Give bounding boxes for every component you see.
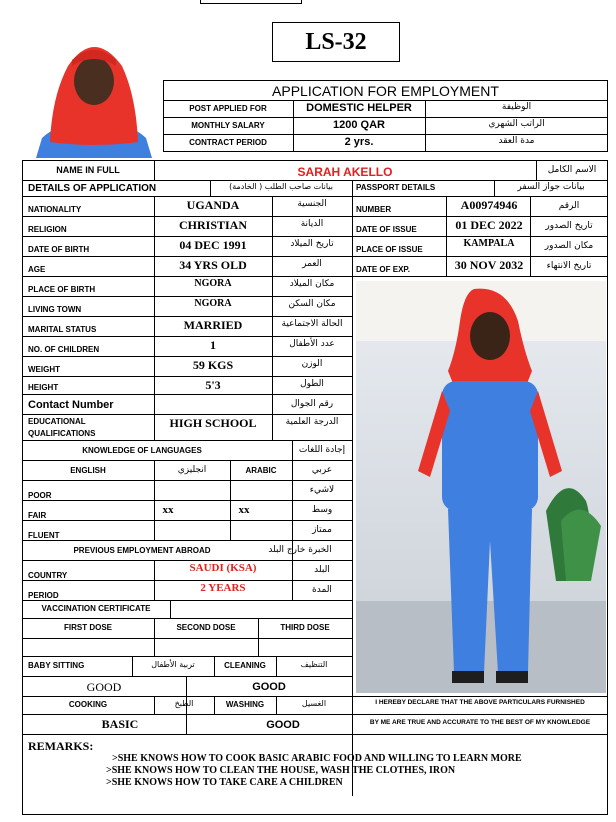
age-value: 34 YRS OLD	[179, 258, 247, 272]
passport-number: A00974946	[460, 198, 518, 212]
contract-arabic: مدة العقد	[498, 136, 535, 146]
full-body-photo	[356, 281, 606, 693]
nationality-arabic: الجنسية	[297, 199, 327, 209]
place-of-birth-arabic: مكان الميلاد	[289, 279, 335, 289]
experience-label: PREVIOUS EMPLOYMENT ABROAD	[73, 546, 211, 555]
poor-label: POOR	[28, 491, 52, 500]
issue-date-label: DATE OF ISSUE	[356, 225, 417, 234]
date-of-birth-value: 04 DEC 1991	[179, 238, 247, 252]
education-arabic: الدرجة العلمية	[285, 417, 339, 427]
reference-code: LS-32	[305, 29, 367, 55]
third-dose-label: THIRD DOSE	[280, 623, 330, 632]
post-arabic: الوظيفة	[501, 102, 532, 112]
cooking-label: COOKING	[68, 700, 108, 709]
form-title: APPLICATION FOR EMPLOYMENT	[272, 83, 499, 99]
washing-label: WASHING	[225, 700, 265, 709]
issue-place: KAMPALA	[463, 238, 515, 249]
passport-number-label: NUMBER	[356, 205, 392, 214]
arabic-label: ARABIC	[245, 466, 277, 475]
passport-arabic: بيانات جواز السفر	[517, 182, 585, 192]
arabic-arabic: عربي	[311, 465, 333, 475]
nationality-label: NATIONALITY	[28, 205, 82, 214]
baby-sitting-label: BABY SITTING	[28, 661, 85, 670]
remark-line-1: >SHE KNOWS HOW TO COOK BASIC ARABIC FOOD AND WILLING TO LEARN MORE	[112, 753, 522, 764]
name-label: NAME IN FULL	[56, 165, 120, 175]
cleaning-label: CLEANING	[224, 661, 266, 670]
applicant-name: SARAH AKELLO	[297, 165, 393, 179]
issue-date-arabic: تاريخ الصدور	[545, 221, 593, 231]
experience-arabic: الخبرة خارج البلد	[268, 545, 332, 555]
name-arabic: الاسم الكامل	[547, 165, 597, 175]
second-dose-label: SECOND DOSE	[176, 623, 236, 632]
contact-number-arabic: رقم الجوال	[290, 399, 334, 409]
contact-number-label: Contact Number	[28, 399, 114, 411]
place-of-birth-label: PLACE OF BIRTH	[28, 285, 96, 294]
cooking-arabic: الطبخ	[174, 699, 194, 708]
cleaning-value: GOOD	[252, 681, 286, 693]
nationality-value: UGANDA	[186, 198, 240, 212]
full-body-illustration	[356, 281, 606, 693]
english-label: ENGLISH	[70, 466, 106, 475]
salary-label: MONTHLY SALARY	[191, 121, 265, 130]
remark-line-2: >SHE KNOWS HOW TO CLEAN THE HOUSE, WASH THE CLOTHES, IRON	[106, 765, 456, 776]
details-arabic: بيانات صاحب الطلب ( الخادمة)	[229, 182, 333, 191]
languages-label: KNOWLEDGE OF LANGUAGES	[82, 446, 202, 455]
remark-line-3: >SHE KNOWS HOW TO TAKE CARE A CHILDREN	[106, 777, 343, 788]
country-arabic: البلد	[314, 565, 330, 575]
place-of-birth-value: NGORA	[194, 278, 232, 289]
children-value: 1	[210, 338, 216, 352]
remarks-label-text: REMARKS:	[28, 739, 94, 753]
fluent-arabic: ممتاز	[312, 525, 332, 535]
height-value: 5'3	[205, 378, 221, 392]
expiry-arabic: تاريخ الانتهاء	[546, 261, 592, 271]
cleaning-arabic: التنظيف	[300, 660, 328, 669]
living-town-arabic: مكان السكن	[288, 299, 336, 309]
fair-english: xx	[162, 504, 174, 516]
weight-arabic: الوزن	[301, 359, 323, 369]
contract-value: 2 yrs.	[344, 136, 374, 148]
declaration-line-2: BY ME ARE TRUE AND ACCURATE TO THE BEST OF MY KNOWLEDGE	[369, 719, 591, 726]
first-dose-label: FIRST DOSE	[63, 623, 112, 632]
post-value: DOMESTIC HELPER	[306, 102, 412, 114]
passport-number-arabic: الرقم	[558, 201, 580, 211]
age-label: AGE	[28, 265, 46, 274]
poor-arabic: لاشيء	[309, 485, 335, 495]
country-label: COUNTRY	[28, 571, 68, 580]
marital-status-arabic: الحالة الاجتماعية	[281, 319, 343, 329]
passport-label: PASSPORT DETAILS	[356, 183, 436, 192]
period-arabic: المدة	[312, 585, 332, 595]
religion-value: CHRISTIAN	[178, 218, 247, 232]
weight-value: 59 KGS	[192, 358, 234, 372]
religion-arabic: الديانة	[300, 219, 324, 229]
fluent-label: FLUENT	[28, 531, 60, 540]
education-value: HIGH SCHOOL	[169, 416, 257, 430]
details-label: DETAILS OF APPLICATION	[28, 183, 157, 194]
country-value: SAUDI (KSA)	[189, 562, 257, 574]
fair-arabic: وسط	[311, 505, 333, 515]
salary-arabic: الراتب الشهري	[488, 119, 545, 129]
expiry-label: DATE OF EXP.	[356, 265, 410, 274]
issue-place-arabic: مكان الصدور	[544, 241, 594, 251]
languages-arabic: إجادة اللغات	[298, 445, 346, 455]
contract-label: CONTRACT PERIOD	[189, 138, 267, 147]
height-label: HEIGHT	[28, 383, 59, 392]
washing-arabic: الغسيل	[301, 699, 327, 708]
fair-label: FAIR	[28, 511, 47, 520]
marital-status-label: MARITAL STATUS	[28, 325, 97, 334]
marital-status-value: MARRIED	[183, 318, 243, 332]
children-label: NO. OF CHILDREN	[28, 345, 100, 354]
date-of-birth-arabic: تاريخ الميلاد	[290, 239, 334, 249]
living-town-value: NGORA	[194, 298, 232, 309]
age-arabic: العمر	[302, 259, 322, 269]
salary-value: 1200 QAR	[333, 119, 385, 131]
education-label: EDUCATIONAL QUALIFICATIONS	[28, 417, 96, 438]
declaration-line-1: I HEREBY DECLARE THAT THE ABOVE PARTICULARS FURNISHED	[375, 699, 585, 706]
portrait-illustration	[28, 26, 160, 158]
period-value: 2 YEARS	[200, 582, 246, 594]
living-town-label: LIVING TOWN	[28, 305, 82, 314]
english-arabic: انجليزي	[177, 465, 207, 475]
date-of-birth-label: DATE OF BIRTH	[28, 245, 90, 254]
height-arabic: الطول	[300, 379, 324, 389]
issue-place-label: PLACE OF ISSUE	[356, 245, 423, 254]
cooking-value: BASIC	[101, 717, 139, 731]
period-label: PERIOD	[28, 591, 59, 600]
baby-sitting-arabic: تربية الأطفال	[151, 660, 195, 669]
top-tab	[200, 0, 302, 4]
remarks-label	[28, 740, 93, 752]
issue-date: 01 DEC 2022	[455, 218, 523, 232]
children-arabic: عدد الأطفال	[289, 339, 335, 349]
expiry-date: 30 NOV 2032	[454, 258, 524, 272]
washing-value: GOOD	[266, 719, 300, 731]
portrait-photo	[28, 26, 160, 158]
baby-sitting-value: GOOD	[86, 680, 122, 694]
fair-arabic-level: xx	[238, 504, 250, 516]
vaccination-label: VACCINATION CERTIFICATE	[41, 604, 151, 613]
post-label: POST APPLIED FOR	[189, 104, 267, 113]
religion-label: RELIGION	[28, 225, 67, 234]
weight-label: WEIGHT	[28, 365, 60, 374]
